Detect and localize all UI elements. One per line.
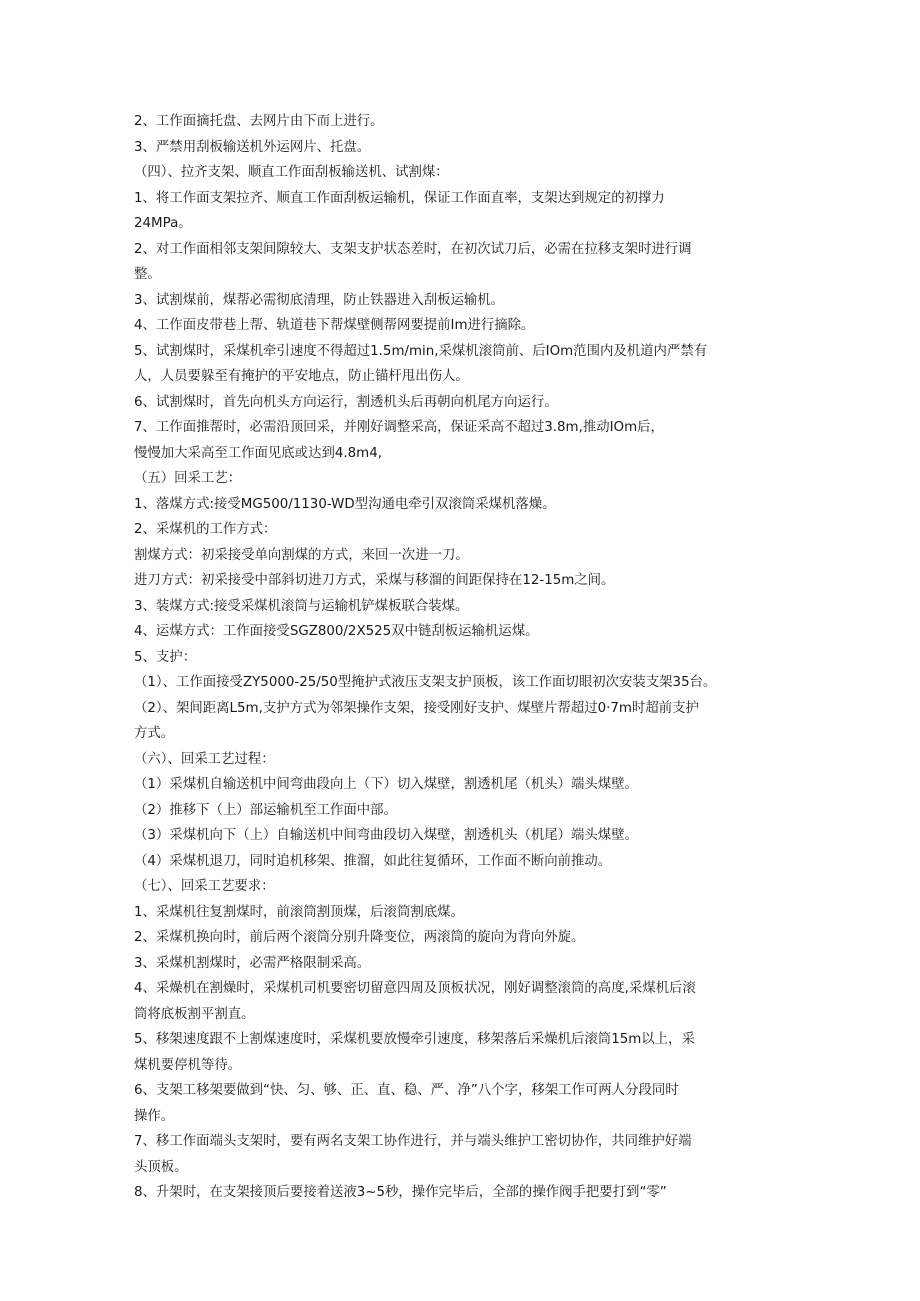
text-line: 24MPa。 bbox=[134, 216, 192, 231]
text-line: 进刀方式：初采接受中部斜切进刀方式，采煤与移溜的间距保持在12-15m之间。 bbox=[134, 573, 615, 588]
text-line: 3、采煤机割煤时，必需严格限制采高。 bbox=[134, 955, 371, 971]
text-line: （2）推移下（上）部运输机至工作面中部。 bbox=[134, 802, 397, 818]
text-line: （2）、架间距离L5m,支护方式为邻架操作支架，接受刚好支护、煤壁片帮超过0·7m时超前支护 bbox=[134, 700, 699, 716]
text-line: 4、采燥机在割燥时，采煤机司机要密切留意四周及顶板状况，刚好调整滚筒的高度,采煤机后滚 bbox=[134, 981, 696, 996]
text-line: 7、移工作面端头支架时，要有两名支架工协作进行，并与端头维护工密切协作，共同维护好端 bbox=[134, 1134, 692, 1149]
text-line: 方式。 bbox=[134, 726, 175, 741]
text-line: 2、工作面摘托盘、去网片由下而上进行。 bbox=[134, 114, 384, 129]
text-line: 2、采煤机的工作方式： bbox=[134, 522, 277, 537]
text-line: 3、试割煤前，煤帮必需彻底清理，防止铁器进入刮板运输机。 bbox=[134, 292, 505, 308]
text-line: 4、运煤方式：工作面接受SGZ800/2X525双中链刮板运输机运煤。 bbox=[134, 624, 539, 639]
text-line: 慢慢加大采高至工作面见底或达到4.8m4, bbox=[134, 445, 382, 461]
text-line: 1、落煤方式:接受MG500/1130-WD型沟通电牵引双滚筒采煤机落燥。 bbox=[134, 496, 556, 512]
text-line: 5、移架速度跟不上割煤速度时，采煤机要放慢牵引速度，移架落后采燥机后滚筒15m以上，采 bbox=[134, 1032, 695, 1047]
section-heading: （六）、回采工艺过程： bbox=[134, 751, 275, 767]
text-line: 整。 bbox=[134, 267, 161, 282]
text-line: （3）采煤机向下（上）自输送机中间弯曲段切入煤壁，割透机头（机尾）端头煤壁。 bbox=[134, 828, 638, 843]
section-heading: （七）、回采工艺要求： bbox=[134, 879, 275, 894]
text-line: 头顶板。 bbox=[134, 1159, 188, 1175]
text-line: （4）采煤机退刀，同时追机移架、推溜，如此往复循环，工作面不断向前推动。 bbox=[134, 853, 612, 869]
text-line: 5、支护： bbox=[134, 649, 197, 665]
section-heading: （五）回采工艺： bbox=[134, 471, 242, 486]
text-line: 2、采煤机换向时，前后两个滚筒分别升降变位，两滚筒的旋向为背向外旋。 bbox=[134, 930, 585, 945]
text-line: （1）采煤机自输送机中间弯曲段向上（下）切入煤壁，割透机尾（机头）端头煤壁。 bbox=[134, 777, 638, 792]
text-line: 2、对工作面相邻支架间隙较大、支架支护状态差时，在初次试刀后，必需在拉移支架时进行调 bbox=[134, 241, 692, 257]
document-body bbox=[134, 109, 794, 1206]
text-line: 煤机要停机等待。 bbox=[134, 1057, 242, 1073]
section-heading: （四）、拉齐支架、顺直工作面刮板输送机、试割煤： bbox=[134, 165, 449, 180]
text-line: 割煤方式：初采接受单向割煤的方式，来回一次进一刀。 bbox=[134, 547, 469, 563]
text-line: 人，人员要躲至有掩护的平安地点，防止锚杆甩出伤人。 bbox=[134, 369, 469, 384]
text-line: 4、工作面皮带巷上帮、轨道巷下帮煤壁侧帮网要提前Im进行摘除。 bbox=[134, 318, 535, 333]
text-line: 3、装煤方式:接受采煤机滚筒与运输机铲煤板联合装煤。 bbox=[134, 598, 469, 614]
text-line: （1）、工作面接受ZY5000-25/50型掩护式液压支架支护顶板，该工作面切眼初次安装支架35台。 bbox=[134, 675, 717, 690]
text-line: 8、升架时，在支架接顶后要接着送液3~5秒，操作完毕后，全部的操作阀手把要打到“零” bbox=[134, 1185, 667, 1200]
text-line: 筒将底板割平割直。 bbox=[134, 1006, 255, 1022]
text-line: 3、严禁用刮板输送机外运网片、托盘。 bbox=[134, 139, 371, 155]
text-line: 6、支架工移架要做到“快、匀、够、正、直、稳、严、净”八个字，移架工作可两人分段同时 bbox=[134, 1083, 679, 1098]
text-line: 1、采煤机往复割煤时，前滚筒割顶煤，后滚筒割底煤。 bbox=[134, 904, 464, 920]
text-line: 1、将工作面支架拉齐、顺直工作面刮板运输机，保证工作面直率，支架达到规定的初撑力 bbox=[134, 190, 665, 206]
text-line: 7、工作面推帮时，必需沿顶回采，并刚好调整采高，保证采高不超过3.8m,推动IOm后， bbox=[134, 420, 664, 435]
text-line: 6、试割煤时，首先向机头方向运行，割透机头后再朝向机尾方向运行。 bbox=[134, 394, 558, 410]
text-line: 操作。 bbox=[134, 1108, 175, 1124]
text-line: 5、试割煤时，采煤机牵引速度不得超过1.5m/min,采煤机滚筒前、后IOm范围内及机道内严禁有 bbox=[134, 343, 708, 359]
